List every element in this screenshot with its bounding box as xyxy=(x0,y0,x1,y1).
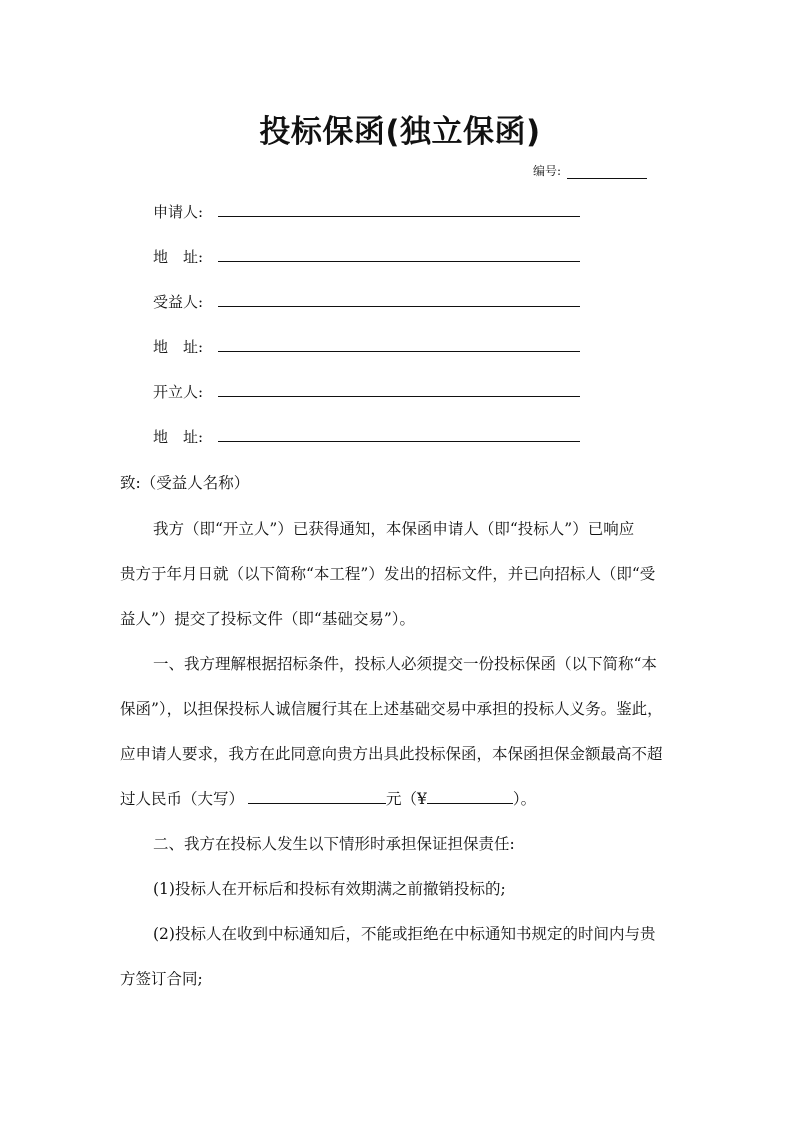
clause2-item2-line1: (2)投标人在收到中标通知后，不能或拒绝在中标通知书规定的时间内与贵 xyxy=(153,925,656,943)
clause1-line2: 保函”），以担保投标人诚信履行其在上述基础交易中承担的投标人义务。鉴此， xyxy=(120,700,663,718)
issuer-blank[interactable] xyxy=(218,396,580,397)
applicant-label: 申请人: xyxy=(153,203,204,221)
clause2-item1: (1)投标人在开标后和投标有效期满之前撤销投标的; xyxy=(153,880,506,898)
issuer-address-blank[interactable] xyxy=(218,441,580,442)
issuer-label: 开立人: xyxy=(153,383,204,401)
applicant-address-field xyxy=(153,246,217,266)
amount-line xyxy=(120,787,536,809)
amount-mid: 元（¥ xyxy=(386,790,427,808)
beneficiary-address-label: 地 址: xyxy=(153,338,204,356)
serial-label: 编号: xyxy=(533,164,562,178)
issuer-address-label: 地 址: xyxy=(153,428,204,446)
clause2-heading: 二、我方在投标人发生以下情形时承担保证担保责任: xyxy=(153,835,515,853)
clause2-item2-line2: 方签订合同; xyxy=(120,970,203,988)
to-line: 致:（受益人名称） xyxy=(120,474,250,492)
applicant-address-blank[interactable] xyxy=(218,261,580,262)
amount-suffix: ）。 xyxy=(512,790,537,808)
issuer-field xyxy=(153,381,217,401)
serial-number xyxy=(533,162,647,179)
serial-blank[interactable] xyxy=(567,165,647,179)
clause1-line3: 应申请人要求，我方在此同意向贵方出具此投标保函，本保函担保金额最高不超 xyxy=(120,745,663,763)
beneficiary-field xyxy=(153,291,217,311)
amount-words-blank[interactable] xyxy=(248,789,386,804)
beneficiary-label: 受益人: xyxy=(153,293,204,311)
document-title: 投标保函(独立保函) xyxy=(259,114,541,150)
amount-prefix: 过人民币（大写） xyxy=(120,790,245,808)
para1-line1: 我方（即“开立人”）已获得通知，本保函申请人（即“投标人”）已响应 xyxy=(153,520,635,538)
applicant-blank[interactable] xyxy=(218,216,580,217)
para1-line2: 贵方于年月日就（以下简称“本工程”）发出的招标文件，并已向招标人（即“受 xyxy=(120,565,656,583)
beneficiary-address-blank[interactable] xyxy=(218,351,580,352)
clause1-line1: 一、我方理解根据招标条件，投标人必须提交一份投标保函（以下简称“本 xyxy=(153,655,657,673)
beneficiary-address-field xyxy=(153,336,217,356)
amount-figures-blank[interactable] xyxy=(427,789,513,804)
applicant-field xyxy=(153,201,217,221)
beneficiary-blank[interactable] xyxy=(218,306,580,307)
para1-line3: 益人”）提交了投标文件（即“基础交易”）。 xyxy=(120,610,416,628)
applicant-address-label: 地 址: xyxy=(153,248,204,266)
issuer-address-field xyxy=(153,426,217,446)
